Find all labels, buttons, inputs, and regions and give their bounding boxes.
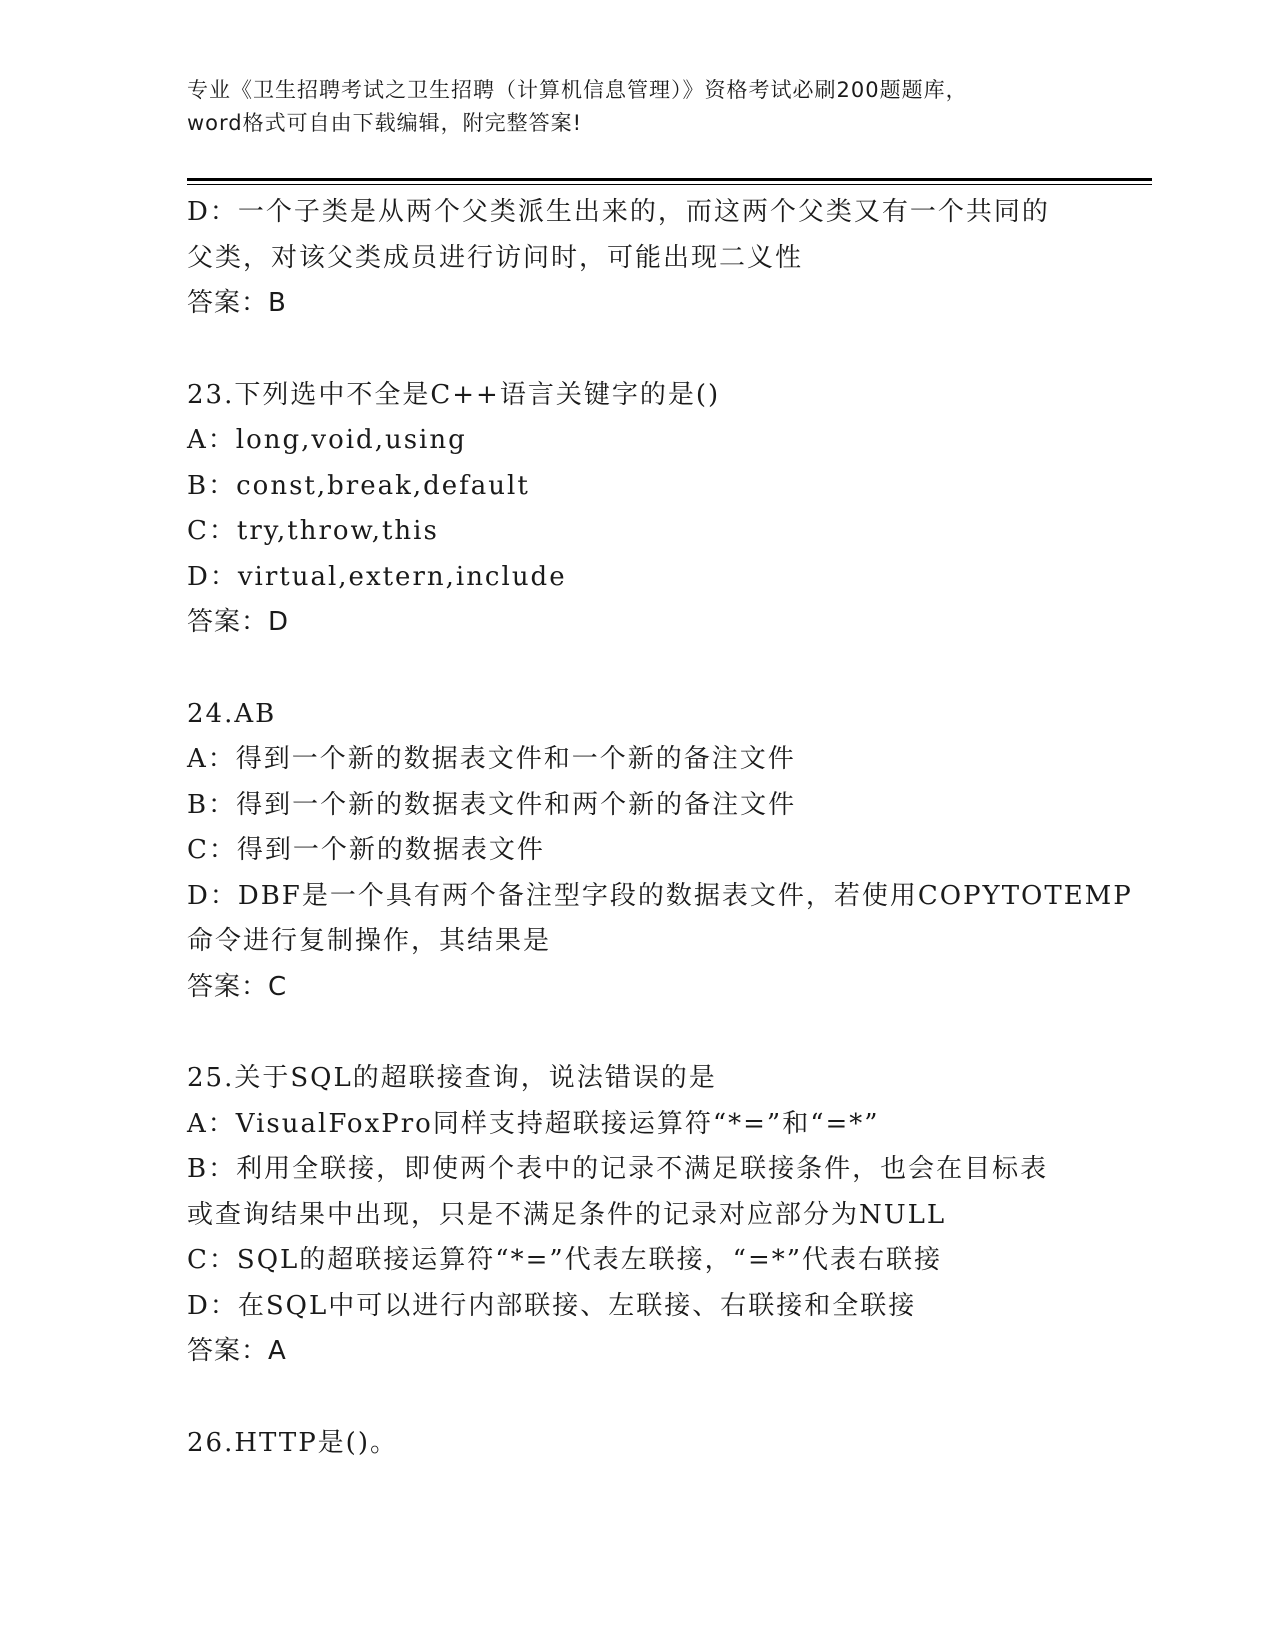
option-a: A：得到一个新的数据表文件和一个新的备注文件 xyxy=(187,744,796,774)
option-d: D：在SQL中可以进行内部联接、左联接、右联接和全联接 xyxy=(187,1290,917,1321)
spacer xyxy=(187,1010,1087,1056)
spacer xyxy=(187,1375,1087,1421)
option-d-line-2: 父类，对该父类成员进行访问时，可能出现二义性 xyxy=(187,242,804,273)
option-b-line-2: 或查询结果中出现，只是不满足条件的记录对应部分为NULL xyxy=(187,1199,947,1230)
question-text: 26.HTTP是()。 xyxy=(187,1427,398,1458)
option-d-line-1: D：一个子类是从两个父类派生出来的，而这两个父类又有一个共同的 xyxy=(187,197,1050,227)
answer: 答案：C xyxy=(187,971,288,1002)
option-b-line-1: B：利用全联接，即使两个表中的记录不满足联接条件，也会在目标表 xyxy=(187,1154,1049,1184)
option-b: B：得到一个新的数据表文件和两个新的备注文件 xyxy=(187,789,797,820)
option-c: C：SQL的超联接运算符“*=”代表左联接，“=*”代表右联接 xyxy=(187,1245,943,1275)
option-a: A：VisualFoxPro同样支持超联接运算符“*=”和“=*” xyxy=(187,1108,880,1139)
question-text: 23.下列选中不全是C++语言关键字的是() xyxy=(187,379,721,410)
option-c: C：try,throw,this xyxy=(187,516,439,546)
question-22-tail xyxy=(187,190,1087,327)
spacer xyxy=(187,646,1087,692)
answer: 答案：A xyxy=(187,1336,287,1366)
question-23 xyxy=(187,373,1087,646)
question-24 xyxy=(187,692,1133,1011)
question-text: 25.关于SQL的超联接查询，说法错误的是 xyxy=(187,1063,717,1093)
option-c: C：得到一个新的数据表文件 xyxy=(187,835,545,865)
document-header xyxy=(187,74,1087,140)
header-rule-thin xyxy=(187,184,1152,185)
option-a: A：long,void,using xyxy=(187,425,467,455)
option-d-line-2: 命令进行复制操作，其结果是 xyxy=(187,926,552,956)
question-25 xyxy=(187,1056,1087,1375)
question-list xyxy=(187,190,1133,1466)
header-title-line-1: 专业《卫生招聘考试之卫生招聘（计算机信息管理）》资格考试必刷200题题库， xyxy=(187,78,968,102)
option-b: B：const,break,default xyxy=(187,470,530,501)
spacer xyxy=(187,327,1087,373)
option-d-line-1: D：DBF是一个具有两个备注型字段的数据表文件，若使用COPYTOTEMP xyxy=(187,880,1133,911)
header-title-line-2: word格式可自由下载编辑，附完整答案! xyxy=(187,111,583,135)
option-d: D：virtual,extern,include xyxy=(187,561,567,592)
header-rule-thick xyxy=(187,178,1152,181)
question-text: 24.AB xyxy=(187,698,277,729)
answer: 答案：D xyxy=(187,607,290,637)
answer: 答案：B xyxy=(187,288,287,318)
question-26 xyxy=(187,1421,1087,1467)
